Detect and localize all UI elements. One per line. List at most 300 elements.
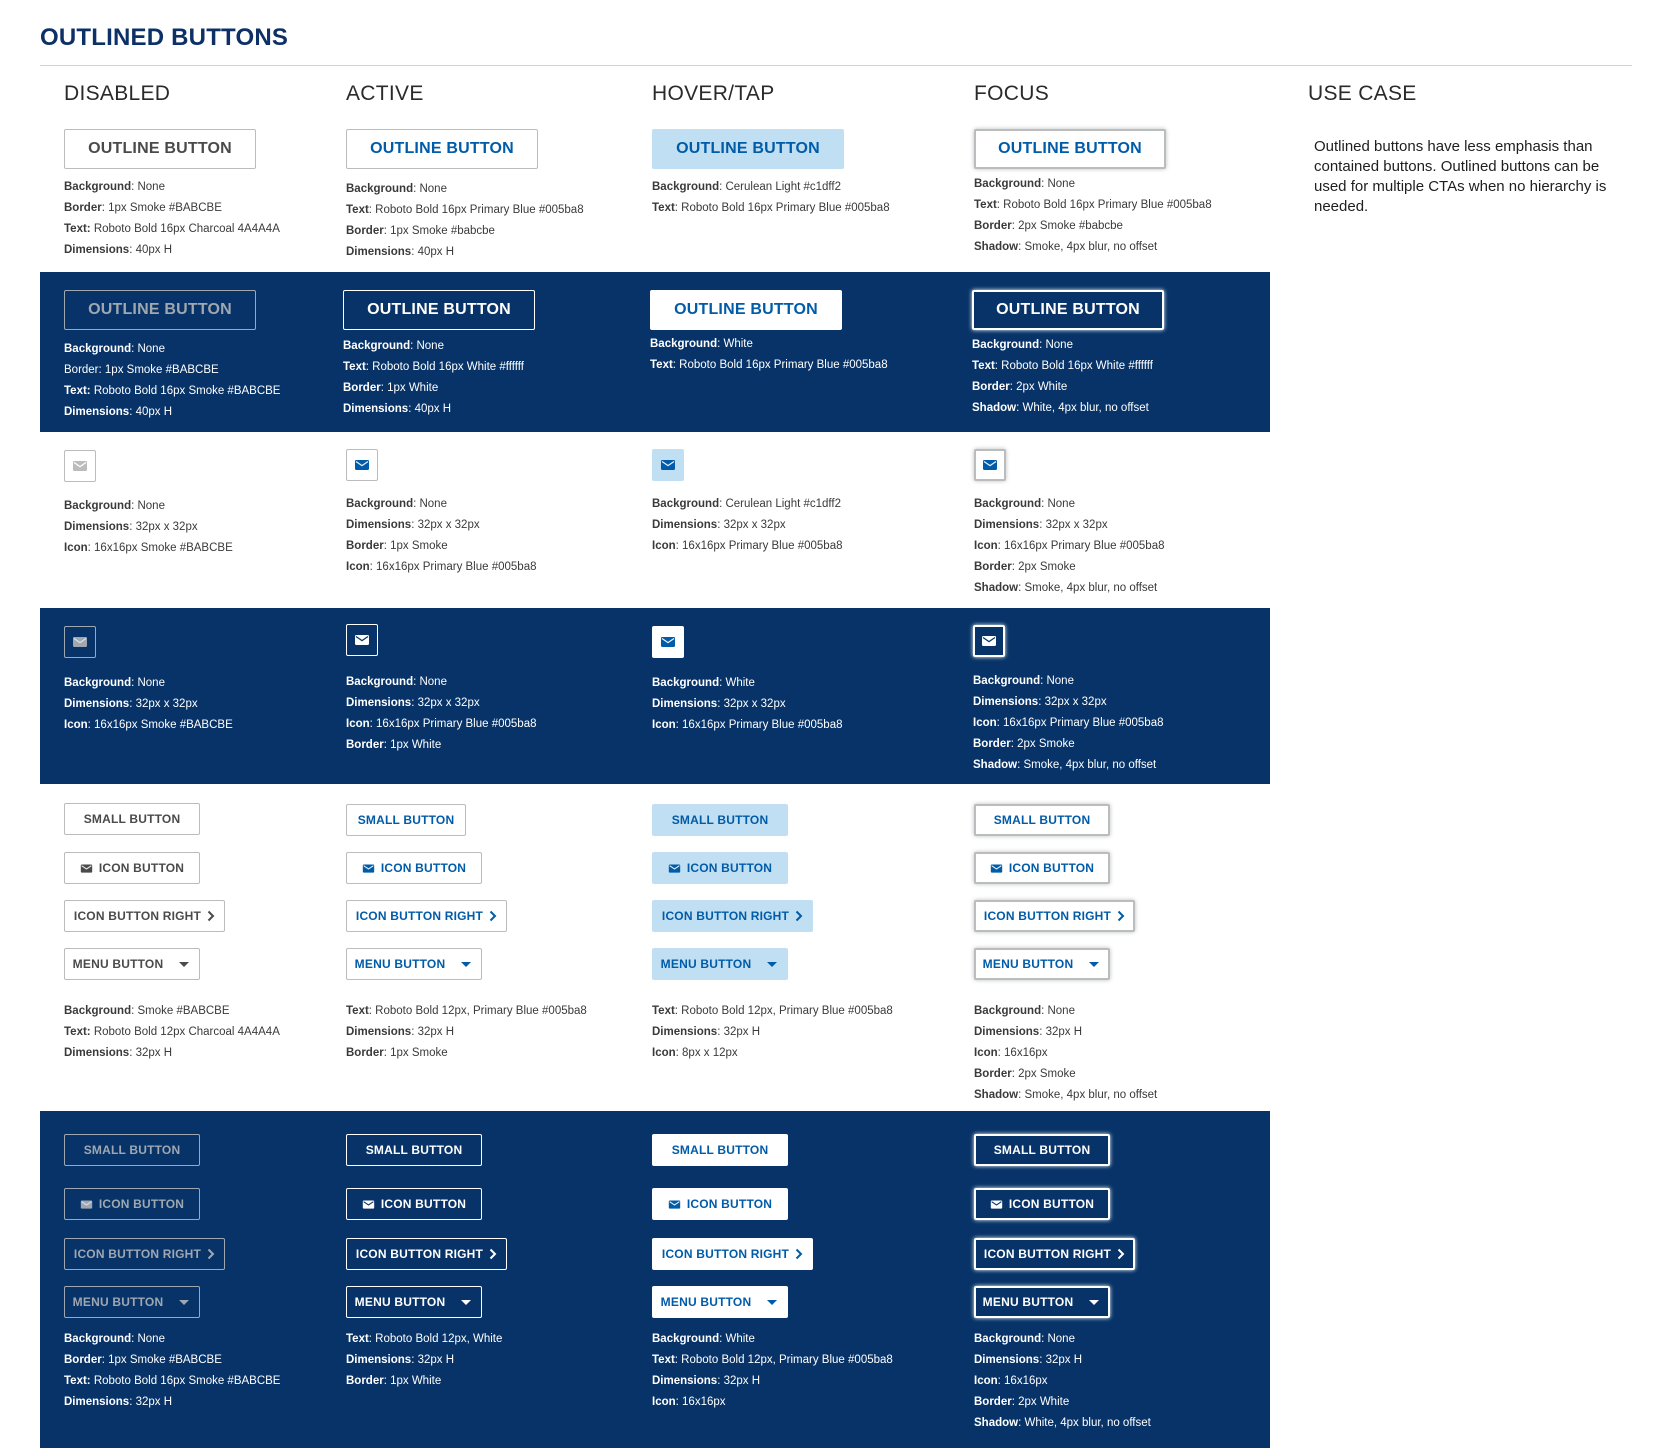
- small-button-hover-dark[interactable]: SMALL BUTTON: [652, 1134, 788, 1166]
- spec-value: : 32px H: [717, 1026, 761, 1038]
- spec-line: [64, 402, 280, 423]
- spec-line: [974, 1413, 1151, 1434]
- spec-line: [652, 694, 843, 715]
- spec-line: [973, 734, 1164, 755]
- menu-button-focus-dark[interactable]: [974, 1286, 1110, 1318]
- spec-line: [974, 1064, 1157, 1085]
- spec-line: [64, 360, 280, 381]
- spec-list: [974, 1001, 1157, 1106]
- spec-line: [346, 693, 537, 714]
- spec-key: Icon: [652, 1396, 676, 1408]
- spec-key: Background: [64, 181, 132, 193]
- spec-value: : None: [1041, 178, 1075, 190]
- spec-list: [343, 336, 524, 420]
- spec-value: : Roboto Bold 16px Primary Blue #005ba8: [674, 202, 890, 214]
- icon-button-hover-dark[interactable]: [652, 626, 684, 658]
- spec-key: Background: [346, 676, 414, 688]
- envelope-icon: [362, 862, 375, 875]
- menu-button-active[interactable]: [346, 948, 482, 980]
- icon-button-focus-dark[interactable]: [973, 625, 1005, 657]
- icon-button-text-focus-dark[interactable]: [974, 1188, 1110, 1220]
- spec-value: : 2px Smoke: [1011, 1068, 1076, 1080]
- spec-key: Dimensions: [346, 1354, 412, 1366]
- small-button-active[interactable]: SMALL BUTTON: [346, 804, 466, 836]
- outline-button-disabled[interactable]: OUTLINE BUTTON: [64, 129, 256, 169]
- spec-value: : Smoke, 4px blur, no offset: [1018, 1089, 1158, 1101]
- icon-button-right-disabled-dark[interactable]: [64, 1238, 225, 1270]
- spec-key: Dimensions: [652, 519, 718, 531]
- spec-key: Dimensions: [974, 1026, 1040, 1038]
- icon-button-right-hover[interactable]: [652, 900, 813, 932]
- spec-value: : Roboto Bold 16px Primary Blue #005ba8: [368, 204, 584, 216]
- spec-list: [974, 494, 1165, 599]
- spec-line: [974, 237, 1212, 258]
- spec-key: Border: [64, 202, 102, 214]
- spec-value: : 32px H: [1039, 1026, 1083, 1038]
- spec-key: Background: [652, 181, 720, 193]
- button-label: ICON BUTTON RIGHT: [983, 909, 1112, 923]
- spec-key: Background: [973, 675, 1041, 687]
- spec-line: [972, 356, 1153, 377]
- caret-down-icon: [1087, 1296, 1101, 1308]
- spec-key: Shadow: [974, 582, 1019, 594]
- spec-line: [64, 381, 280, 402]
- menu-button-disabled-dark[interactable]: [64, 1286, 200, 1318]
- envelope-icon: [668, 1198, 681, 1211]
- spec-value: : 1px Smoke: [383, 1047, 448, 1059]
- icon-button-text-active[interactable]: [346, 852, 482, 884]
- spec-line: [652, 1022, 893, 1043]
- spec-value: : None: [131, 500, 165, 512]
- icon-button-disabled[interactable]: [64, 450, 96, 482]
- spec-list: [652, 673, 843, 736]
- envelope-icon: [660, 634, 676, 650]
- spec-key: Border: [346, 1047, 384, 1059]
- spec-key: Border: [343, 382, 381, 394]
- spec-line: [343, 378, 524, 399]
- use-case-description: Outlined buttons have less emphasis than contained buttons. Outlined buttons can be used for multiple CTAs when no hierarchy is needed.: [1314, 138, 1607, 215]
- spec-value: : 32px H: [1039, 1354, 1083, 1366]
- chevron-right-icon: [795, 1248, 803, 1260]
- button-label: MENU BUTTON: [354, 1295, 446, 1309]
- icon-button-right-active[interactable]: [346, 900, 507, 932]
- spec-value: : Cerulean Light #c1dff2: [719, 181, 841, 193]
- spec-value: : Roboto Bold 16px Primary Blue #005ba8: [996, 199, 1212, 211]
- spec-line: [346, 1001, 587, 1022]
- column-header-disabled: DISABLED: [64, 82, 171, 105]
- spec-key: Border: [974, 1396, 1012, 1408]
- small-button-disabled[interactable]: SMALL BUTTON: [64, 803, 200, 835]
- spec-line: [346, 672, 537, 693]
- column-header-active: ACTIVE: [346, 82, 424, 105]
- spec-list: [652, 494, 843, 557]
- envelope-icon: [660, 457, 676, 473]
- spec-line: [64, 1329, 280, 1350]
- spec-value: : 16x16px Smoke #BABCBE: [87, 719, 233, 731]
- spec-key: Text: [972, 360, 995, 372]
- envelope-icon: [80, 862, 93, 875]
- spec-line: [64, 339, 280, 360]
- spec-value: : None: [413, 183, 447, 195]
- caret-down-icon: [177, 1296, 191, 1308]
- spec-line: [974, 174, 1212, 195]
- spec-value: : Roboto Bold 12px, White: [368, 1333, 503, 1345]
- spec-value: : 1px Smoke #BABCBE: [101, 1354, 222, 1366]
- spec-value: : 32px x 32px: [717, 698, 786, 710]
- menu-button-hover-dark[interactable]: [652, 1286, 788, 1318]
- spec-line: [346, 1022, 587, 1043]
- spec-list: [974, 1329, 1151, 1434]
- envelope-icon: [362, 1198, 375, 1211]
- spec-key: Background: [972, 339, 1040, 351]
- spec-value: Roboto Bold 16px Charcoal 4A4A4A: [90, 223, 280, 235]
- button-label: ICON BUTTON: [1008, 1197, 1095, 1211]
- spec-list: [972, 335, 1153, 419]
- spec-key: Shadow: [974, 1417, 1019, 1429]
- spec-value: : 32px x 32px: [1038, 696, 1107, 708]
- spec-list: [652, 177, 890, 219]
- button-label: ICON BUTTON RIGHT: [355, 909, 484, 923]
- spec-value: Border: 1px Smoke #BABCBE: [64, 364, 219, 376]
- spec-list: [346, 1001, 587, 1064]
- button-label: ICON BUTTON: [686, 861, 773, 875]
- icon-button-text-hover[interactable]: [652, 852, 788, 884]
- spec-value: : 16x16px Primary Blue #005ba8: [997, 540, 1165, 552]
- spec-value: : 40px H: [129, 244, 173, 256]
- column-header-use-case: USE CASE: [1308, 82, 1417, 105]
- caret-down-icon: [459, 958, 473, 970]
- spec-value: : White: [719, 677, 755, 689]
- spec-key: Icon: [974, 1375, 998, 1387]
- spec-key: Border: [973, 738, 1011, 750]
- spec-key: Background: [64, 343, 132, 355]
- spec-value: : Smoke, 4px blur, no offset: [1018, 582, 1158, 594]
- spec-key: Dimensions: [346, 519, 412, 531]
- icon-button-right-hover-dark[interactable]: [652, 1238, 813, 1270]
- spec-list: [346, 672, 537, 756]
- envelope-icon: [354, 457, 370, 473]
- spec-value: : 32px x 32px: [129, 698, 198, 710]
- spec-key: Background: [346, 183, 414, 195]
- spec-list: [64, 673, 233, 736]
- spec-list: [64, 1001, 280, 1064]
- spec-value: : 16x16px: [997, 1375, 1048, 1387]
- spec-line: [650, 355, 888, 376]
- envelope-icon: [72, 634, 88, 650]
- spec-line: [974, 1392, 1151, 1413]
- spec-line: [652, 198, 890, 219]
- button-label: MENU BUTTON: [982, 1295, 1074, 1309]
- spec-value: : Smoke #BABCBE: [131, 1005, 230, 1017]
- spec-value: Roboto Bold 16px Smoke #BABCBE: [90, 1375, 281, 1387]
- button-label: ICON BUTTON RIGHT: [661, 909, 790, 923]
- spec-key: Border: [974, 220, 1012, 232]
- outline-button-focus-dark[interactable]: OUTLINE BUTTON: [972, 290, 1164, 330]
- spec-value: : None: [1041, 1005, 1075, 1017]
- spec-line: [652, 1329, 893, 1350]
- button-label: ICON BUTTON: [98, 1197, 185, 1211]
- button-label: MENU BUTTON: [660, 1295, 752, 1309]
- page-title: OUTLINED BUTTONS: [40, 24, 289, 51]
- spec-key: Border: [346, 540, 384, 552]
- spec-line: [974, 1001, 1157, 1022]
- spec-key: Dimensions: [346, 697, 412, 709]
- spec-value: : Roboto Bold 12px, Primary Blue #005ba8: [674, 1005, 893, 1017]
- spec-key: Border: [346, 1375, 384, 1387]
- caret-down-icon: [765, 958, 779, 970]
- icon-button-text-disabled-dark[interactable]: [64, 1188, 200, 1220]
- caret-down-icon: [177, 958, 191, 970]
- spec-key: Text:: [64, 223, 91, 235]
- spec-value: : 32px x 32px: [1039, 519, 1108, 531]
- spec-value: : 32px x 32px: [129, 521, 198, 533]
- spec-key: Border: [64, 1354, 102, 1366]
- spec-key: Icon: [652, 540, 676, 552]
- spec-line: [974, 1329, 1151, 1350]
- spec-line: [346, 1329, 502, 1350]
- spec-value: : 2px White: [1009, 381, 1068, 393]
- spec-line: [974, 1371, 1151, 1392]
- spec-key: Text:: [64, 385, 91, 397]
- spec-key: Background: [346, 498, 414, 510]
- spec-line: [973, 755, 1164, 776]
- spec-line: [652, 177, 890, 198]
- spec-value: : 2px Smoke: [1011, 561, 1076, 573]
- envelope-icon: [990, 1198, 1003, 1211]
- icon-button-disabled-dark[interactable]: [64, 626, 96, 658]
- spec-value: : 2px White: [1011, 1396, 1070, 1408]
- spec-value: : Roboto Bold 16px White #ffffff: [365, 361, 524, 373]
- spec-line: [346, 1043, 587, 1064]
- spec-value: : 2px Smoke #babcbe: [1011, 220, 1123, 232]
- outline-button-disabled-dark[interactable]: OUTLINE BUTTON: [64, 290, 256, 330]
- spec-line: [652, 673, 843, 694]
- spec-key: Background: [343, 340, 411, 352]
- spec-value: : None: [1039, 339, 1073, 351]
- spec-value: : Roboto Bold 16px White #ffffff: [994, 360, 1153, 372]
- icon-button-text-active-dark[interactable]: [346, 1188, 482, 1220]
- spec-line: [64, 1350, 280, 1371]
- spec-value: : 32px H: [411, 1026, 455, 1038]
- spec-value: : 1px Smoke #BABCBE: [101, 202, 222, 214]
- spec-key: Background: [974, 1005, 1042, 1017]
- spec-line: [343, 336, 524, 357]
- spec-line: [972, 377, 1153, 398]
- spec-value: : 16x16px Primary Blue #005ba8: [369, 561, 537, 573]
- spec-value: : None: [413, 498, 447, 510]
- spec-value: : 40px H: [411, 246, 455, 258]
- spec-value: : White: [719, 1333, 755, 1345]
- icon-button-right-focus-dark[interactable]: [974, 1238, 1135, 1270]
- small-button-hover[interactable]: SMALL BUTTON: [652, 804, 788, 836]
- spec-key: Border: [346, 225, 384, 237]
- icon-button-text-hover-dark[interactable]: [652, 1188, 788, 1220]
- spec-line: [346, 200, 584, 221]
- spec-key: Background: [64, 677, 132, 689]
- spec-value: Roboto Bold 12px Charcoal 4A4A4A: [90, 1026, 280, 1038]
- spec-line: [346, 179, 584, 200]
- spec-line: [64, 517, 233, 538]
- button-label: ICON BUTTON: [1008, 861, 1095, 875]
- spec-key: Dimensions: [652, 1375, 718, 1387]
- chevron-right-icon: [207, 910, 215, 922]
- spec-key: Dimensions: [64, 244, 130, 256]
- spec-line: [64, 219, 280, 240]
- spec-key: Text: [343, 361, 366, 373]
- spec-value: : Roboto Bold 12px, Primary Blue #005ba8: [674, 1354, 893, 1366]
- spec-value: : Roboto Bold 12px, Primary Blue #005ba8: [368, 1005, 587, 1017]
- icon-button-right-disabled[interactable]: [64, 900, 225, 932]
- spec-line: [652, 1392, 893, 1413]
- outline-button-hover[interactable]: OUTLINE BUTTON: [652, 129, 844, 169]
- button-label: ICON BUTTON RIGHT: [983, 1247, 1112, 1261]
- spec-value: : 32px H: [129, 1047, 173, 1059]
- icon-button-right-active-dark[interactable]: [346, 1238, 507, 1270]
- spec-line: [346, 536, 537, 557]
- small-button-disabled-dark[interactable]: SMALL BUTTON: [64, 1134, 200, 1166]
- outline-button-focus[interactable]: OUTLINE BUTTON: [974, 129, 1166, 169]
- spec-list: [64, 339, 280, 423]
- spec-line: [346, 515, 537, 536]
- spec-key: Background: [64, 500, 132, 512]
- column-header-hover: HOVER/TAP: [652, 82, 775, 105]
- icon-button-focus[interactable]: [974, 449, 1006, 481]
- outline-button-active[interactable]: OUTLINE BUTTON: [346, 129, 538, 169]
- spec-key: Icon: [973, 717, 997, 729]
- spec-line: [652, 494, 843, 515]
- spec-key: Dimensions: [652, 1026, 718, 1038]
- spec-list: [974, 174, 1212, 258]
- spec-value: : 16x16px Smoke #BABCBE: [87, 542, 233, 554]
- small-button-focus[interactable]: SMALL BUTTON: [974, 804, 1110, 836]
- envelope-icon: [80, 1198, 93, 1211]
- spec-value: : 1px Smoke #babcbe: [383, 225, 495, 237]
- spec-line: [974, 195, 1212, 216]
- spec-key: Text: [652, 1005, 675, 1017]
- spec-value: : None: [131, 1333, 165, 1345]
- spec-value: : None: [410, 340, 444, 352]
- spec-key: Dimensions: [64, 521, 130, 533]
- button-label: ICON BUTTON RIGHT: [73, 1247, 202, 1261]
- small-button-focus-dark[interactable]: SMALL BUTTON: [974, 1134, 1110, 1166]
- spec-value: : 32px x 32px: [717, 519, 786, 531]
- spec-key: Dimensions: [346, 246, 412, 258]
- spec-line: [64, 177, 280, 198]
- outline-button-hover-dark[interactable]: OUTLINE BUTTON: [650, 290, 842, 330]
- spec-key: Text: [346, 1333, 369, 1345]
- spec-key: Border: [974, 1068, 1012, 1080]
- spec-value: : Smoke, 4px blur, no offset: [1017, 759, 1157, 771]
- spec-value: : Smoke, 4px blur, no offset: [1018, 241, 1158, 253]
- spec-line: [652, 1371, 893, 1392]
- chevron-right-icon: [489, 1248, 497, 1260]
- menu-button-hover[interactable]: [652, 948, 788, 980]
- spec-line: [346, 557, 537, 578]
- button-label: ICON BUTTON: [380, 1197, 467, 1211]
- icon-button-right-focus[interactable]: [974, 900, 1135, 932]
- spec-line: [974, 494, 1165, 515]
- spec-line: [974, 536, 1165, 557]
- spec-line: [64, 1022, 280, 1043]
- spec-line: [64, 673, 233, 694]
- spec-value: : 16x16px: [675, 1396, 726, 1408]
- spec-value: : 1px White: [383, 739, 442, 751]
- column-header-focus: FOCUS: [974, 82, 1049, 105]
- envelope-icon: [72, 458, 88, 474]
- spec-key: Border: [346, 739, 384, 751]
- spec-key: Border: [972, 381, 1010, 393]
- icon-button-text-focus[interactable]: [974, 852, 1110, 884]
- spec-key: Dimensions: [64, 698, 130, 710]
- spec-value: : 1px White: [383, 1375, 442, 1387]
- chevron-right-icon: [1117, 910, 1125, 922]
- spec-value: : None: [413, 676, 447, 688]
- chevron-right-icon: [1117, 1248, 1125, 1260]
- spec-key: Background: [64, 1333, 132, 1345]
- spec-key: Dimensions: [64, 1396, 130, 1408]
- spec-key: Background: [64, 1005, 132, 1017]
- spec-line: [64, 538, 233, 559]
- spec-value: : 40px H: [408, 403, 452, 415]
- spec-key: Dimensions: [346, 1026, 412, 1038]
- icon-button-hover[interactable]: [652, 449, 684, 481]
- spec-list: [64, 177, 280, 261]
- outline-button-active-dark[interactable]: OUTLINE BUTTON: [343, 290, 535, 330]
- spec-value: : 32px x 32px: [411, 519, 480, 531]
- spec-key: Icon: [346, 561, 370, 573]
- spec-value: : 32px H: [717, 1375, 761, 1387]
- spec-key: Icon: [974, 540, 998, 552]
- button-label: MENU BUTTON: [72, 1295, 164, 1309]
- spec-key: Background: [974, 498, 1042, 510]
- spec-key: Text: [974, 199, 997, 211]
- spec-key: Background: [652, 1333, 720, 1345]
- spec-key: Icon: [652, 719, 676, 731]
- spec-value: : White: [717, 338, 753, 350]
- chevron-right-icon: [489, 910, 497, 922]
- spec-key: Icon: [346, 718, 370, 730]
- menu-button-disabled[interactable]: [64, 948, 200, 980]
- spec-key: Dimensions: [652, 698, 718, 710]
- icon-button-text-disabled[interactable]: [64, 852, 200, 884]
- spec-value: : 32px x 32px: [411, 697, 480, 709]
- button-label: ICON BUTTON RIGHT: [73, 909, 202, 923]
- spec-key: Icon: [64, 719, 88, 731]
- spec-list: [650, 334, 888, 376]
- spec-key: Background: [974, 178, 1042, 190]
- spec-value: : None: [131, 677, 165, 689]
- spec-key: Shadow: [974, 241, 1019, 253]
- spec-key: Text:: [64, 1375, 91, 1387]
- spec-key: Text:: [64, 1026, 91, 1038]
- menu-button-focus[interactable]: [974, 948, 1110, 980]
- button-label: ICON BUTTON: [98, 861, 185, 875]
- spec-key: Dimensions: [343, 403, 409, 415]
- spec-key: Dimensions: [973, 696, 1039, 708]
- spec-line: [974, 1350, 1151, 1371]
- spec-line: [974, 1043, 1157, 1064]
- icon-button-active[interactable]: [346, 449, 378, 481]
- spec-value: : White, 4px blur, no offset: [1018, 1417, 1151, 1429]
- icon-button-active-dark[interactable]: [346, 624, 378, 656]
- menu-button-active-dark[interactable]: [346, 1286, 482, 1318]
- chevron-right-icon: [207, 1248, 215, 1260]
- spec-line: [64, 715, 233, 736]
- small-button-active-dark[interactable]: SMALL BUTTON: [346, 1134, 482, 1166]
- spec-line: [974, 1022, 1157, 1043]
- spec-key: Dimensions: [64, 406, 130, 418]
- chevron-right-icon: [795, 910, 803, 922]
